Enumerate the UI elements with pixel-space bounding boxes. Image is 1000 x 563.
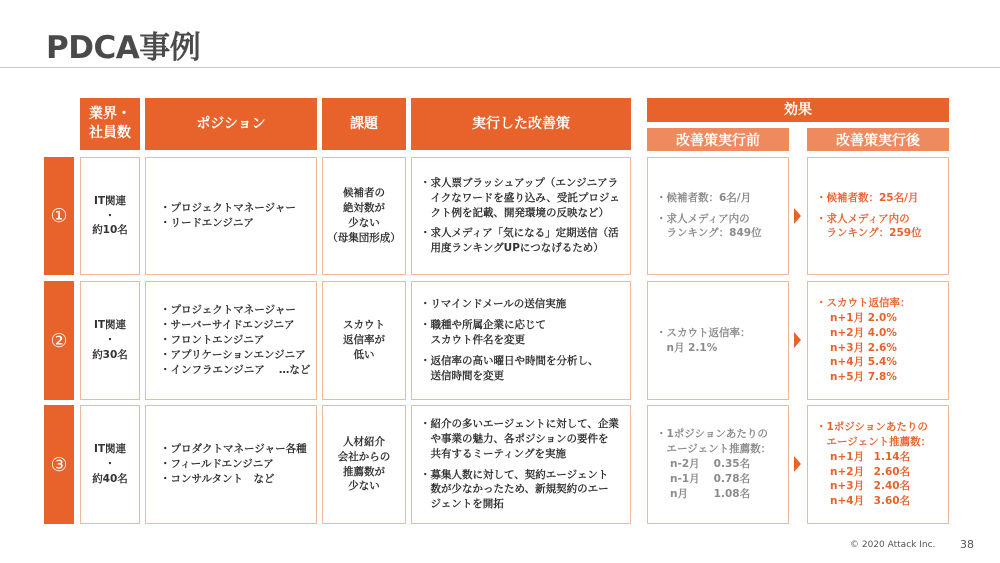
after-value: 2.40名: [873, 480, 911, 493]
issue-cell: スカウト 返信率が 低い: [322, 281, 406, 400]
after-value: 3.60名: [873, 495, 911, 508]
after-cell: [807, 405, 949, 524]
improvement-item: ・募集人数に対して、契約エージェント 数が少なかったため、新規契約のエー ジェントを開拓: [420, 468, 609, 511]
arrow-icon: [794, 456, 801, 472]
after-value: 1.14名: [873, 450, 911, 463]
improvement-cell: [411, 281, 631, 400]
position-item: ・プロジェクトマネージャー: [160, 304, 296, 317]
header-improvement: 実行した改善策: [411, 98, 631, 150]
arrow-icon: [794, 208, 801, 224]
improvement-item: ・リマインドメールの送信実施: [420, 298, 567, 311]
before-label: n-1月: [670, 472, 700, 485]
after-item: n+1月 2.0%: [830, 311, 897, 324]
page-number: 38: [960, 538, 974, 551]
after-item: n+2月 4.0%: [830, 326, 897, 339]
before-cell: [647, 405, 789, 524]
position-item: ・アプリケーションエンジニア: [160, 348, 306, 361]
copyright: © 2020 Attack Inc.: [850, 540, 936, 550]
row-number: ③: [44, 405, 74, 524]
position-item: ・サーバーサイドエンジニア: [160, 319, 295, 332]
after-item: n+4月 5.4%: [830, 356, 897, 369]
page-title: PDCA事例: [46, 30, 201, 66]
after-label: n+4月: [830, 495, 865, 508]
positions-cell: [145, 281, 317, 400]
header-position: ポジション: [145, 98, 317, 150]
before-item: ・スカウト返信率： n月 2.1%: [656, 326, 751, 354]
issue-cell: 人材紹介 会社からの 推薦数が 少ない: [322, 405, 406, 524]
after-title: ・1ポジションあたりの エージェント推薦数：: [816, 420, 932, 448]
before-item: [656, 472, 784, 487]
improvement-item: ・求人票ブラッシュアップ（エンジニアラ イクなワードを盛り込み、受託プロジェ クト例を記載、開発環境の反映など）: [420, 176, 620, 219]
positions-cell: [145, 405, 317, 524]
after-cell: [807, 281, 949, 400]
issue-cell: 候補者の 絶対数が 少ない （母集団形成）: [322, 157, 406, 275]
before-label: n-2月: [670, 458, 700, 471]
header-after: 改善策実行後: [807, 128, 949, 151]
after-item: n+5月 7.8%: [830, 371, 897, 384]
after-label: n+1月: [830, 450, 865, 463]
improvement-item: ・返信率の高い曜日や時間を分析し、 送信時間を変更: [420, 354, 599, 382]
improvement-item: ・紹介の多いエージェントに対して、企業 や事業の魅力、各ポジションの要件を 共有するミーティングを実施: [420, 417, 619, 460]
before-label: n月: [670, 487, 688, 500]
before-item: ・候補者数：6名/月: [656, 191, 752, 204]
header-before: 改善策実行前: [647, 128, 789, 151]
before-value: 0.35名: [713, 458, 751, 471]
header-effect: 効果: [647, 98, 949, 122]
position-item: ・プロジェクトマネージャー: [160, 202, 296, 215]
after-item: ・求人メディア内の ランキング：259位: [816, 212, 922, 240]
after-title: ・スカウト返信率：: [816, 296, 911, 309]
before-title: ・1ポジションあたりの エージェント推薦数：: [656, 428, 772, 456]
arrow-icon: [794, 332, 801, 348]
position-item: ・フロントエンジニア: [160, 334, 265, 347]
before-item: ・求人メディア内の ランキング：849位: [656, 212, 762, 240]
industry-cell: IT関連 ・ 約40名: [80, 405, 140, 524]
after-item: [816, 494, 944, 509]
before-value: 0.78名: [713, 472, 751, 485]
header-issue: 課題: [322, 98, 406, 150]
improvement-item: ・求人メディア「気になる」定期送信（活 用度ランキングUPにつなげるため）: [420, 227, 619, 255]
improvement-item: ・職種や所属企業に応じて スカウト件名を変更: [420, 319, 546, 347]
after-item: n+3月 2.6%: [830, 341, 897, 354]
after-item: ・候補者数：25名/月: [816, 191, 919, 204]
title-divider: [0, 67, 1000, 68]
after-cell: [807, 157, 949, 275]
improvement-cell: [411, 405, 631, 524]
after-item: [816, 465, 944, 480]
before-cell: [647, 281, 789, 400]
before-item: [656, 457, 784, 472]
position-item: ・リードエンジニア: [160, 217, 254, 229]
after-value: 2.60名: [873, 465, 911, 478]
before-cell: [647, 157, 789, 275]
after-item: [816, 450, 944, 465]
before-value: 1.08名: [713, 487, 751, 500]
after-label: n+2月: [830, 465, 865, 478]
header-industry: 業界・ 社員数: [80, 98, 140, 150]
positions-cell: [145, 157, 317, 275]
row-number: ①: [44, 157, 74, 275]
industry-cell: IT関連 ・ 約30名: [80, 281, 140, 400]
position-item: ・プロダクトマネージャー各種: [160, 443, 307, 456]
before-item: [656, 487, 784, 502]
industry-cell: IT関連 ・ 約10名: [80, 157, 140, 275]
row-number: ②: [44, 281, 74, 400]
after-item: [816, 479, 944, 494]
position-item: ・インフラエンジニア …など: [160, 363, 311, 376]
position-item: ・フィールドエンジニア: [160, 458, 274, 471]
position-item: ・コンサルタント など: [160, 472, 275, 485]
improvement-cell: [411, 157, 631, 275]
after-label: n+3月: [830, 480, 865, 493]
